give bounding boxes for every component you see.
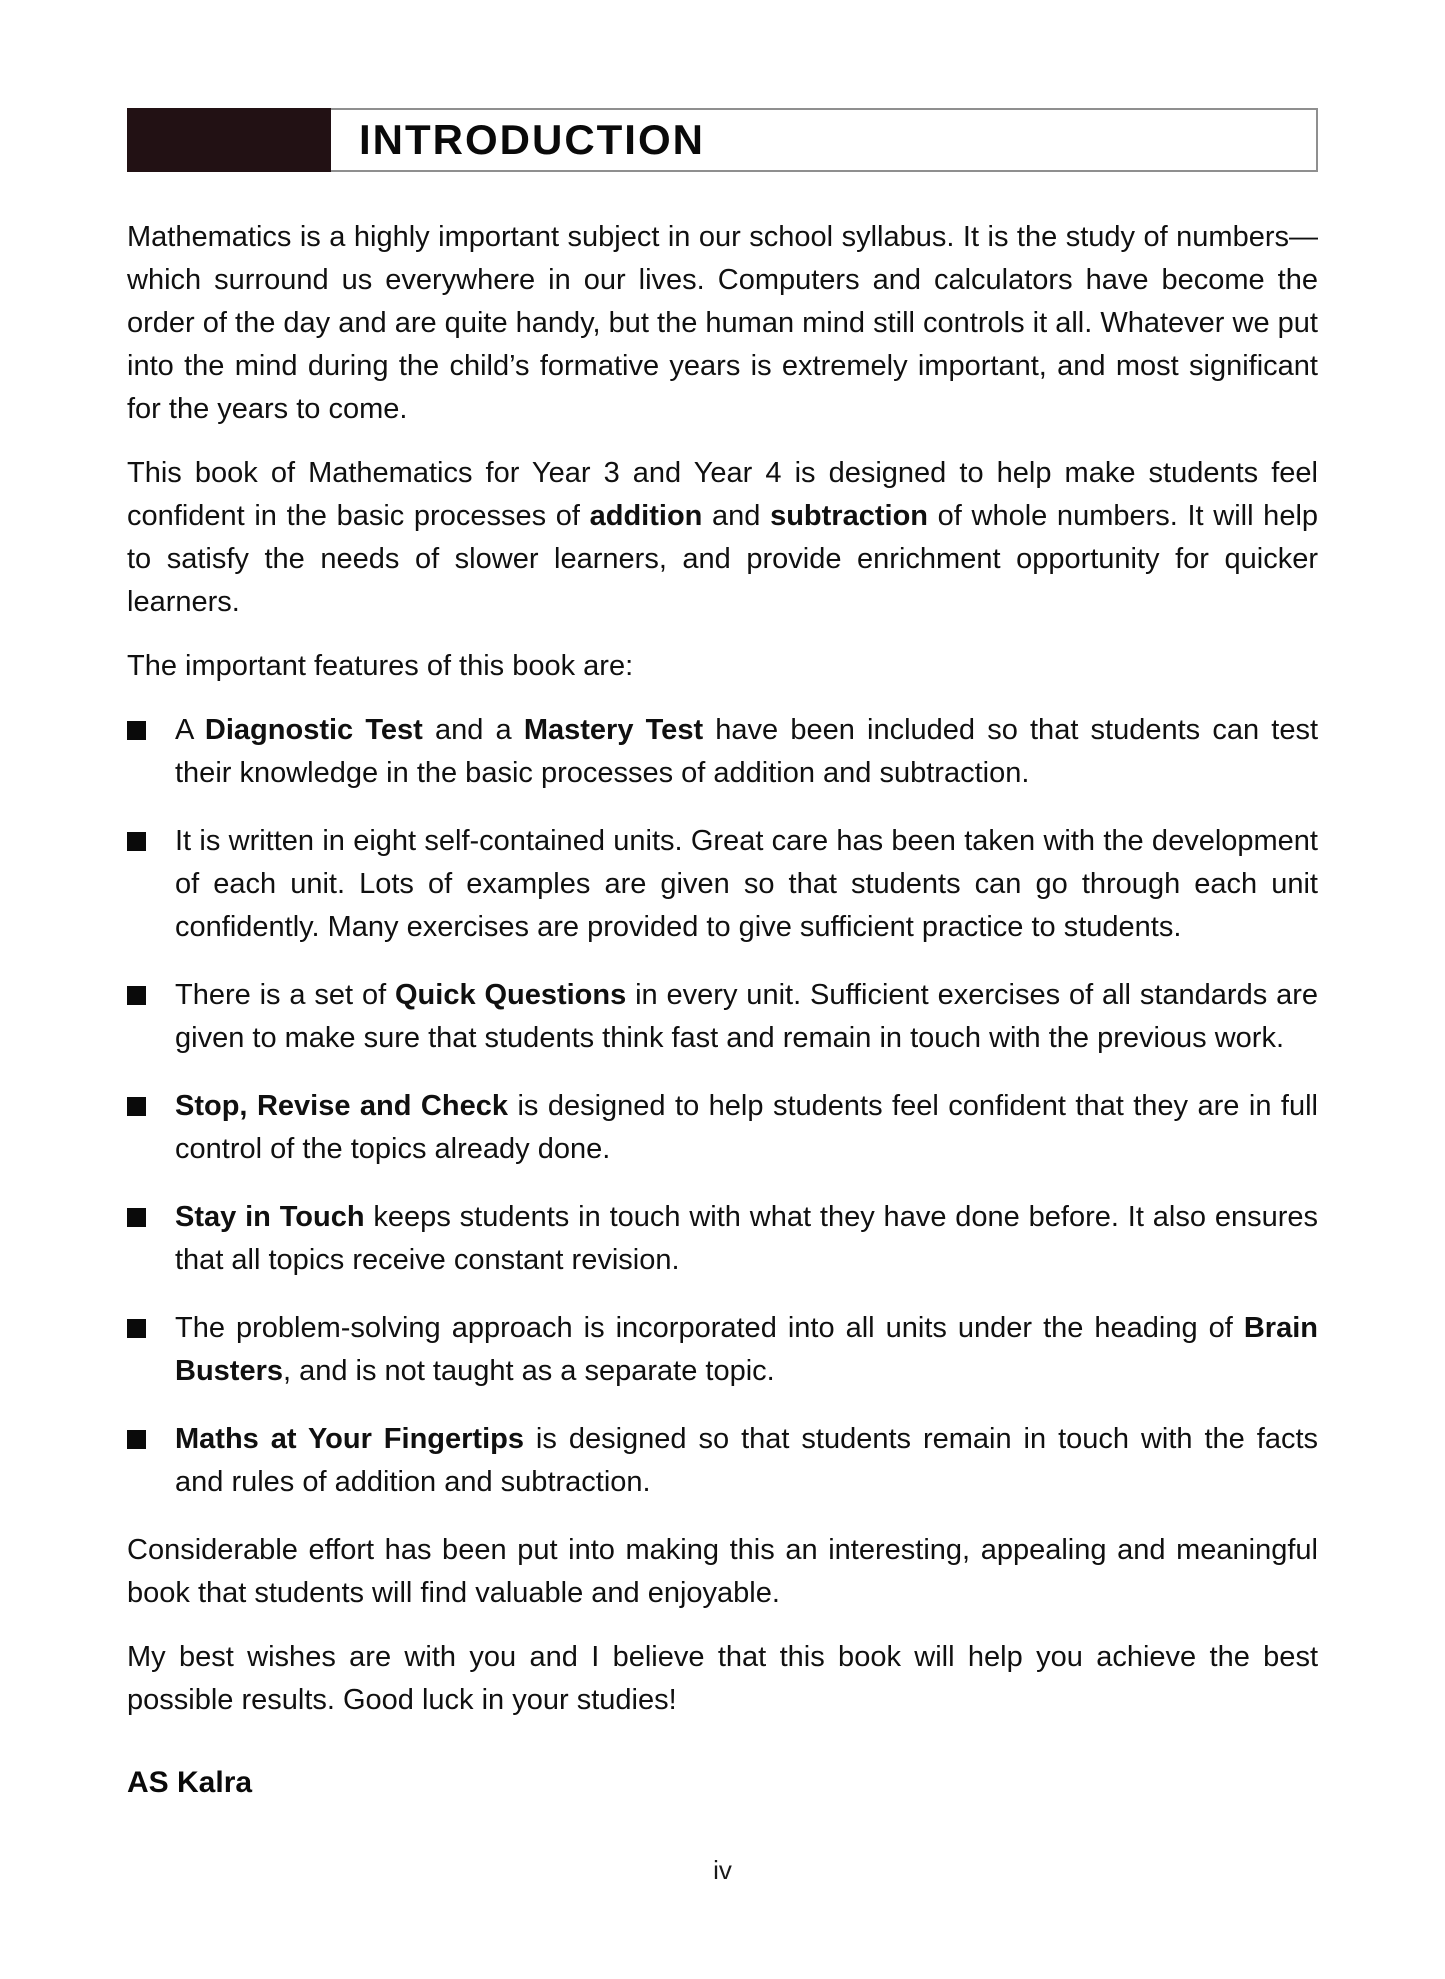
- intro-paragraph: [127, 216, 1318, 431]
- text-run: , and is not taught as a separate topic.: [283, 1355, 775, 1387]
- text-run: of whole numbers. It will help to satisfy the needs of slower learners, and provide enrichment opportunity for quicker learners.: [127, 500, 1319, 618]
- emphasis-text: Diagnostic Test: [204, 714, 423, 746]
- intro-paragraphs: [127, 216, 1318, 688]
- feature-item: [127, 1307, 1318, 1393]
- text-run: Considerable effort has been put into making this an interesting, appealing and meaningful book that students will find valuable and enjoyable.: [127, 1534, 1318, 1609]
- feature-text: [175, 974, 1318, 1060]
- feature-text: [175, 1085, 1318, 1171]
- text-run: There is a set of: [175, 979, 395, 1011]
- emphasis-text: Quick Questions: [395, 979, 627, 1011]
- feature-text: [175, 1196, 1318, 1282]
- text-run: A: [175, 714, 205, 746]
- closing-paragraph: [127, 1529, 1318, 1615]
- text-run: This book of Mathematics for Year 3 and Year 4 is designed to help make students feel confident in the basic processes of: [127, 457, 1318, 532]
- square-bullet-icon: [127, 1430, 146, 1449]
- square-bullet-icon: [127, 986, 146, 1005]
- feature-text: [175, 820, 1318, 949]
- feature-item: [127, 709, 1318, 795]
- text-run: and a: [422, 714, 524, 746]
- text-run: My best wishes are with you and I believe that this book will help you achieve the best possible results. Good luck in your studies!: [127, 1641, 1318, 1716]
- feature-text: [175, 709, 1318, 795]
- emphasis-text: subtraction: [770, 500, 928, 532]
- header-dark-block: [127, 108, 331, 172]
- text-run: is designed so that students remain in touch with the facts and rules of addition and subtraction.: [175, 1423, 1319, 1498]
- emphasis-text: Stop, Revise and Check: [175, 1090, 508, 1122]
- feature-item: [127, 1085, 1318, 1171]
- text-run: Mathematics is a highly important subject in our school syllabus. It is the study of numbers—which surround us everywhere in our lives. Computers and calculators have become the order of the day and are quite handy, but the human mind still controls it all. Whatever we put into the mind during the child’s formative years is extremely important, and most significant for the years to come.: [127, 221, 1318, 425]
- feature-item: [127, 1418, 1318, 1504]
- square-bullet-icon: [127, 832, 146, 851]
- square-bullet-icon: [127, 1097, 146, 1116]
- header-title-box: [331, 108, 1318, 172]
- text-run: and: [702, 500, 771, 532]
- feature-item: [127, 974, 1318, 1060]
- text-run: keeps students in touch with what they have done before. It also ensures that all topics receive constant revision.: [175, 1201, 1318, 1276]
- text-run: It is written in eight self-contained units. Great care has been taken with the development of each unit. Lots of examples are given so that students can go through each unit confidently. Many exercises are provided to give sufficient practice to students.: [175, 825, 1318, 943]
- closing-paragraphs: [127, 1529, 1318, 1722]
- emphasis-text: addition: [589, 500, 703, 532]
- text-run: is designed to help students feel confident that they are in full control of the topics already done.: [175, 1090, 1318, 1165]
- closing-paragraph: [127, 1636, 1318, 1722]
- text-run: The important features of this book are:: [127, 650, 634, 682]
- text-run: have been included so that students can test their knowledge in the basic processes of addition and subtraction.: [175, 714, 1319, 789]
- emphasis-text: Brain Busters: [175, 1312, 1318, 1387]
- intro-paragraph: [127, 452, 1318, 624]
- feature-text: [175, 1418, 1318, 1504]
- feature-item: [127, 820, 1318, 949]
- author-signature: AS Kalra: [127, 1766, 253, 1799]
- feature-text: [175, 1307, 1318, 1393]
- page-content: [127, 108, 1318, 1830]
- emphasis-text: Maths at Your Fingertips: [175, 1423, 524, 1455]
- page-title: INTRODUCTION: [359, 116, 705, 163]
- square-bullet-icon: [127, 1208, 146, 1227]
- intro-paragraph: [127, 645, 1318, 688]
- emphasis-text: Stay in Touch: [175, 1201, 365, 1233]
- square-bullet-icon: [127, 721, 146, 740]
- text-run: in every unit. Sufficient exercises of all standards are given to make sure that students think fast and remain in touch with the previous work.: [175, 979, 1318, 1054]
- text-run: The problem-solving approach is incorporated into all units under the heading of: [175, 1312, 1244, 1344]
- square-bullet-icon: [127, 1319, 146, 1338]
- feature-item: [127, 1196, 1318, 1282]
- features-list: [127, 709, 1318, 1504]
- page-number: iv: [713, 1855, 732, 1885]
- introduction-header: [127, 108, 1318, 172]
- emphasis-text: Mastery Test: [523, 714, 704, 746]
